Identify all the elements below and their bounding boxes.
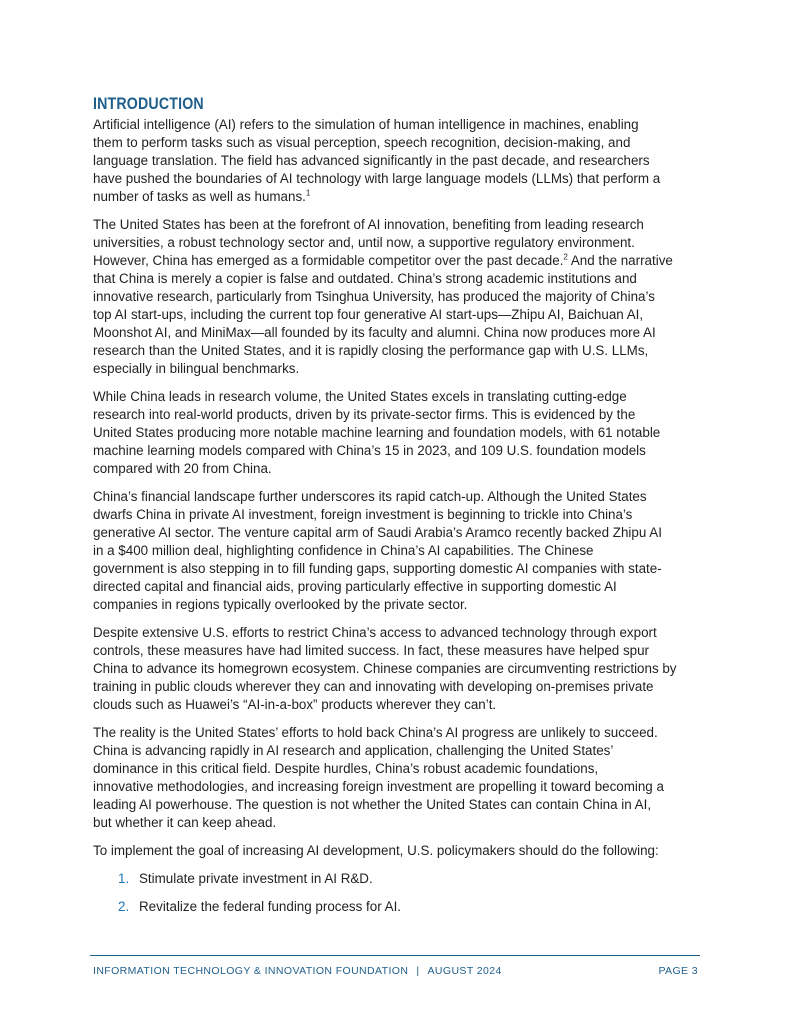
paragraph-financial-landscape: [93, 488, 700, 614]
recommendations-list: [93, 870, 700, 916]
text-line: but whether it can keep ahead.: [93, 815, 277, 830]
section-heading: INTRODUCTION: [93, 95, 204, 113]
footer-separator: |: [416, 965, 420, 977]
list-item-text: Stimulate private investment in AI R&D.: [139, 871, 373, 886]
paragraph-reality: [93, 724, 700, 832]
page-content: [93, 94, 700, 926]
list-item-text: Revitalize the federal funding process for AI.: [139, 899, 402, 914]
text-line: that China is merely a copier is false and outdated. China’s strong academic institutions and: [93, 271, 637, 286]
text-line: The United States has been at the forefront of AI innovation, benefiting from leading research: [93, 217, 644, 232]
text-line: research than the United States, and it is rapidly closing the performance gap with U.S. LLMs,: [93, 343, 649, 358]
list-item: [93, 870, 700, 888]
paragraph-intro: [93, 116, 700, 206]
footer-date: AUGUST 2024: [427, 965, 502, 977]
text-line: research into real-world products, driven by its private-sector firms. This is evidenced by the: [93, 407, 636, 422]
text-line: clouds such as Huawei’s “AI-in-a-box” products wherever they can’t.: [93, 697, 497, 712]
text-line: dwarfs China in private AI investment, foreign investment is beginning to trickle into China’s: [93, 507, 633, 522]
footnote-marker[interactable]: 2: [563, 252, 568, 262]
text-line: them to perform tasks such as visual perception, speech recognition, decision-making, and: [93, 135, 631, 150]
footer-divider: [90, 955, 700, 956]
text-line: However, China has emerged as a formidable competitor over the past decade.: [93, 253, 564, 268]
text-line: machine learning models compared with China’s 15 in 2023, and 109 U.S. foundation models: [93, 443, 646, 458]
list-number: 1.: [118, 871, 130, 886]
text-line: Moonshot AI, and MiniMax—all founded by its faculty and alumni. China now produces more AI: [93, 325, 656, 340]
text-line: language translation. The field has advanced significantly in the past decade, and researchers: [93, 153, 650, 168]
text-line: top AI start-ups, including the current top four generative AI start-ups—Zhipu AI, Baichuan AI,: [93, 307, 644, 322]
text-line: While China leads in research volume, the United States excels in translating cutting-edge: [93, 389, 627, 404]
text-line-continuation: And the narrative: [567, 253, 673, 268]
text-line: leading AI powerhouse. The question is not whether the United States can contain China in AI,: [93, 797, 652, 812]
text-line: Artificial intelligence (AI) refers to the simulation of human intelligence in machines, enabling: [93, 117, 639, 132]
text-line: number of tasks as well as humans.: [93, 189, 306, 204]
paragraph-research-volume: [93, 388, 700, 478]
text-line: The reality is the United States’ efforts to hold back China’s AI progress are unlikely to succeed.: [93, 725, 658, 740]
text-line: United States producing more notable machine learning and foundation models, with 61 notable: [93, 425, 661, 440]
text-line: China is advancing rapidly in AI research and application, challenging the United States’: [93, 743, 614, 758]
list-number: 2.: [118, 899, 130, 914]
footnote-marker[interactable]: 1: [305, 188, 311, 198]
text-line: generative AI sector. The venture capital arm of Saudi Arabia’s Aramco recently backed Zhipu AI: [93, 525, 662, 540]
text-line: training in public clouds wherever they can and innovating with developing on-premises private: [93, 679, 654, 694]
text-line: directed capital and financial aids, proving particularly effective in supporting domestic AI: [93, 579, 617, 594]
text-line: government is also stepping in to fill funding gaps, supporting domestic AI companies with state-: [93, 561, 662, 576]
text-line: especially in bilingual benchmarks.: [93, 361, 300, 376]
footer-page-number: PAGE 3: [658, 965, 698, 977]
footer-organization: INFORMATION TECHNOLOGY & INNOVATION FOUNDATION: [93, 965, 409, 977]
paragraph-recommendations-intro: [93, 842, 700, 860]
text-line: universities, a robust technology sector and, until now, a supportive regulatory environment.: [93, 235, 635, 250]
text-line: China to advance its homegrown ecosystem. Chinese companies are circumventing restrictions by: [93, 661, 677, 676]
text-line: compared with 20 from China.: [93, 461, 272, 476]
text-line: dominance in this critical field. Despite hurdles, China’s robust academic foundations,: [93, 761, 599, 776]
text-line: innovative research, particularly from Tsinghua University, has produced the majority of China’s: [93, 289, 655, 304]
paragraph-export-controls: [93, 624, 700, 714]
text-line: companies in regions typically overlooked by the private sector.: [93, 597, 468, 612]
paragraph-us-forefront: [93, 216, 700, 378]
list-item: [93, 898, 700, 916]
text-line: Despite extensive U.S. efforts to restrict China’s access to advanced technology through export: [93, 625, 657, 640]
text-line: To implement the goal of increasing AI development, U.S. policymakers should do the following:: [93, 843, 659, 858]
text-line: China’s financial landscape further underscores its rapid catch-up. Although the United States: [93, 489, 647, 504]
text-line: have pushed the boundaries of AI technology with large language models (LLMs) that perform a: [93, 171, 661, 186]
text-line: in a $400 million deal, highlighting confidence in China’s AI capabilities. The Chinese: [93, 543, 594, 558]
text-line: innovative methodologies, and increasing foreign investment are propelling it toward becoming a: [93, 779, 664, 794]
text-line: controls, these measures have had limited success. In fact, these measures have helped spur: [93, 643, 650, 658]
